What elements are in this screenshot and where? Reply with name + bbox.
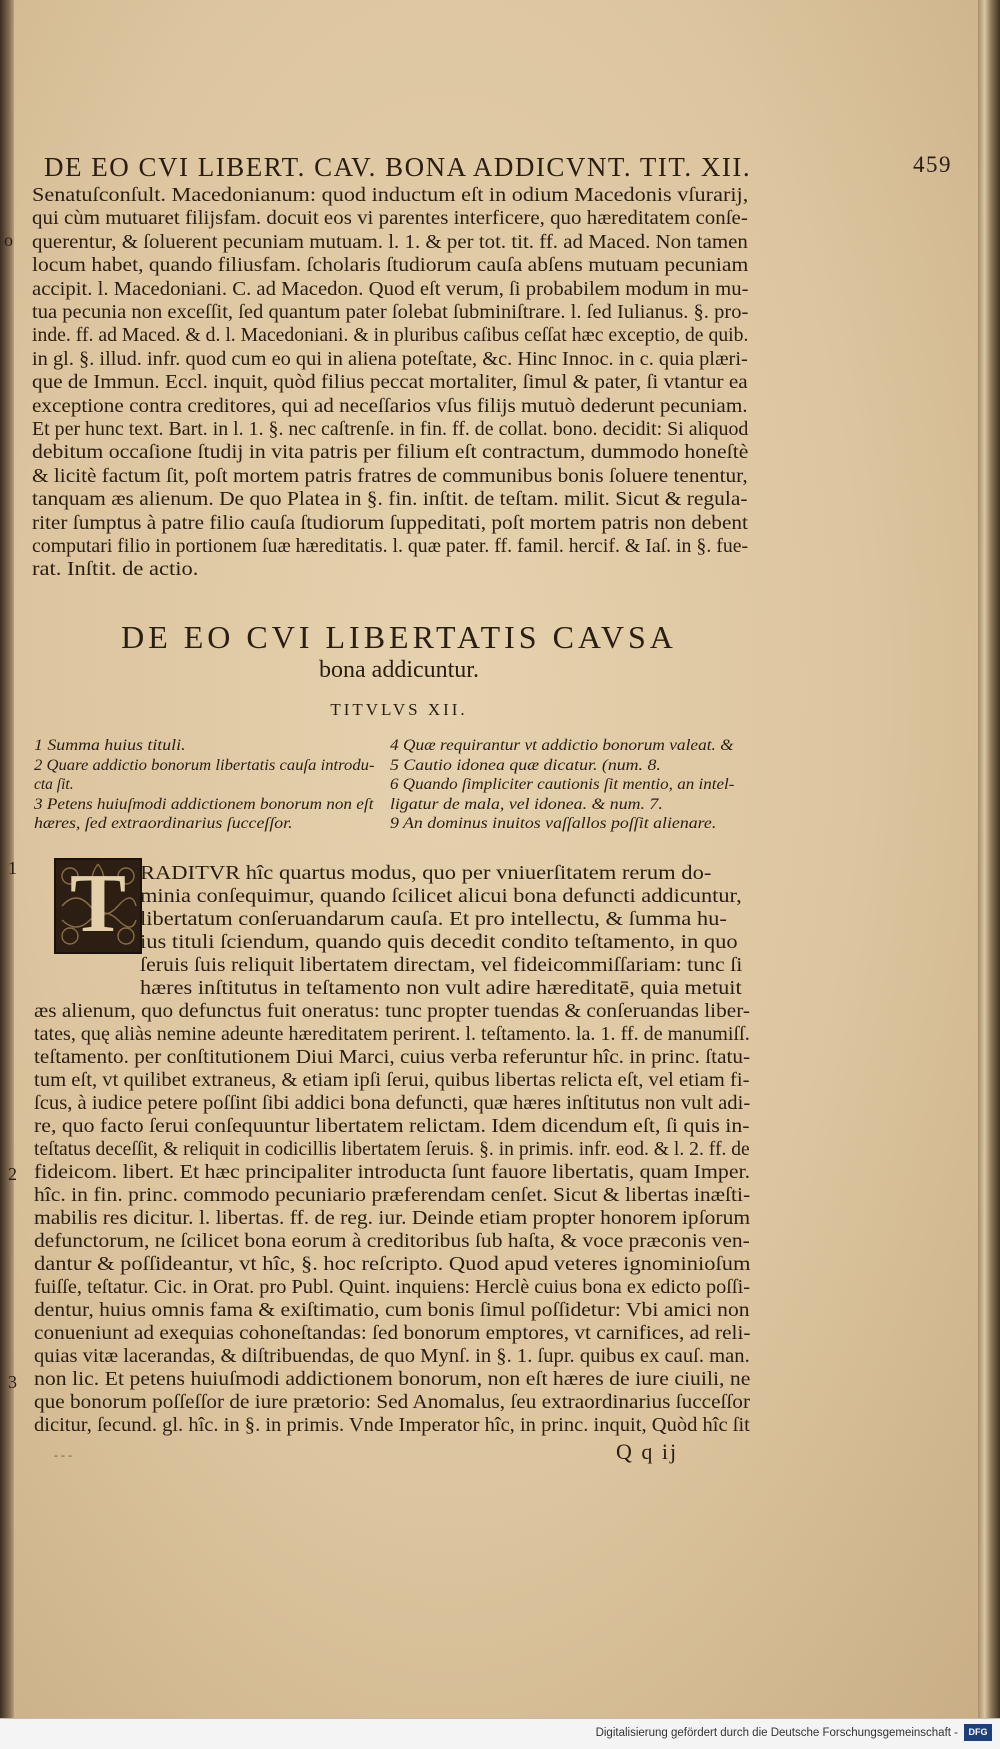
- text-line: que bonorum poſſeſſor de iure prætorio: Sed Anomalus, ſeu extraordinarius ſucceſſor: [34, 1392, 751, 1413]
- text-line: 5 Cautio idonea quæ dicatur. (num. 8.: [390, 756, 661, 774]
- text-line: minia conſequimur, quando ſcilicet alicui bona defuncti addicuntur,: [140, 886, 742, 907]
- scan-right-edge: [978, 0, 1000, 1718]
- text-line: inde. ff. ad Maced. & d. l. Macedoniani. & in pluribus caſibus ceſſat hæc exceptio, de quib.: [32, 325, 749, 347]
- text-line: tates, quę aliàs nemine adeunte hæreditatem perirent. l. teſtamento. la. 1. ff. de manumiſſ.: [34, 1024, 750, 1045]
- margin-number-2: 2: [8, 1164, 17, 1184]
- text-line: dentur, huius omnis fama & exiſtimatio, cum bonis ſimul poſſidetur: Vbi amici non: [34, 1300, 750, 1321]
- text-line: teſtamento. per conſtitutionem Diui Marci, cuius verba referuntur hîc. in princ. ſtatu-: [34, 1047, 751, 1068]
- book-page: [4, 0, 978, 1718]
- text-line: que de Immun. Eccl. inquit, quòd filius peccat mortaliter, ſimul & pater, ſi vtantur ea: [32, 372, 748, 394]
- text-line: ſcus, à iudice petere poſſint ſibi addici bona defuncti, quæ hæres inſtitutus non vult adi-: [34, 1093, 751, 1114]
- text-line: fuiſſe, teſtatur. Cic. in Orat. pro Publ. Quint. inquiens: Herclè cuius bona ex edicto poſſi-: [34, 1277, 751, 1298]
- text-line: tum eſt, vt quilibet extraneus, & etiam ipſi ſerui, quibus libertas relicta eſt, vel etiam fi-: [34, 1070, 750, 1091]
- text-line: Senatuſconſult. Macedonianum: quod inductum eſt in odium Macedonis vſurarij,: [32, 185, 749, 206]
- text-line: mabilis res dicitur. l. libertas. ff. de reg. iur. Deinde etiam propter honorem ipſorum: [34, 1208, 751, 1229]
- text-line: non lic. Et petens huiuſmodi addictionem bonorum, non eſt hæres de iure ciuili, ne: [34, 1369, 751, 1390]
- text-line: rat. Inſtit. de actio.: [32, 559, 199, 581]
- text-line: debitum occaſione ſtudij in vita patris per filium eſt contractum, dummodo honeſtè: [32, 442, 749, 464]
- text-line: libertatum conſeruandarum cauſa. Et pro intellectu, & ſumma hu-: [140, 909, 727, 930]
- footer-credit: Digitalisierung gefördert durch die Deutsche Forschungsgemeinschaft -: [595, 1727, 958, 1739]
- text-line: tua pecunia non exceſſit, ſed quantum pater ſolebat ſubminiſtrare. l. ſed Iulianus. §. pro-: [32, 302, 749, 323]
- section-title: DE EO CVI LIBERTATIS CAVSA: [121, 619, 677, 655]
- text-line: hîc. in fin. princ. commodo pecuniario præferendam cenſet. Sicut & libertas inæſti-: [34, 1185, 751, 1206]
- signature-mark: Q q ij: [616, 1439, 679, 1464]
- text-line: æs alienum, quo defunctus fuit oneratus: tunc propter tuendas & conſeruandas liber-: [34, 1001, 750, 1022]
- section-subtitle: TITVLVS XII.: [330, 700, 468, 719]
- text-line: exceptione contra creditores, qui ad neceſſarios vſus filijs mutuò dederunt pecuniam.: [32, 395, 748, 417]
- text-line: accipit. l. Macedoniani. C. ad Macedon. Quod eſt verum, ſi probabilem modum in mu-: [32, 278, 749, 300]
- running-head-title: DE EO CVI LIBERT. CAV. BONA ADDICVNT. TIT. XII.: [44, 152, 752, 182]
- text-line: 6 Quando ſimpliciter cautionis ſit mentio, an intel-: [390, 776, 735, 793]
- text-line: riter ſumptus à patre filio cauſa ſtudiorum ſuppeditati, poſt mortem patris non debent: [32, 512, 748, 534]
- text-line: 4 Quæ requirantur vt addictio bonorum valeat. &: [390, 737, 734, 754]
- dfg-logo-icon: DFG: [964, 1724, 992, 1741]
- text-line: & licitè factum ſit, poſt mortem patris fratres de communibus bonis ſoluere tenentur,: [32, 465, 748, 487]
- text-line: teſtatus deceſſit, & reliquit in codicillis libertatem ſeruis. §. in primis. infr. eod. & l. 2. ff. de: [34, 1139, 750, 1160]
- text-line: qui cùm mutuaret filijsfam. docuit eos vi parentes interficere, quo hæreditatem conſe-: [32, 208, 748, 230]
- text-line: 1 Summa huius tituli.: [34, 737, 186, 754]
- text-line: in gl. §. illud. infr. quod cum eo qui in aliena poteſtate, &c. Hinc Innoc. in c. quia plæri-: [32, 348, 748, 370]
- text-line: Et per hunc text. Bart. in l. 1. §. nec caſtrenſe. in fin. ff. de collat. bono. decidit: Si aliquod: [32, 419, 749, 440]
- text-line: ius tituli ſciendum, quando quis decedit condito teſtamento, in quo: [140, 932, 738, 953]
- text-line: defunctorum, ne ſcilicet bona eorum à creditoribus ſub haſta, & voce præconis ven-: [34, 1231, 750, 1252]
- text-line: locum habet, quando filiusfam. ſcholaris ſtudiorum cauſa abſens mutuam pecuniam: [32, 255, 749, 277]
- text-line: RADITVR hîc quartus modus, quo per vniuerſitatem rerum do-: [140, 863, 712, 884]
- text-line: cta ſit.: [34, 776, 74, 793]
- drop-cap-letter: T: [69, 857, 127, 950]
- text-line: conueniunt ad exequias cohoneſtandas: ſed bonorum emptores, vt carnifices, ad reli-: [34, 1323, 751, 1344]
- page-number: 459: [913, 152, 952, 177]
- margin-mark: o: [4, 230, 13, 250]
- dash-mark: - - -: [54, 1448, 72, 1462]
- text-line: quias vitæ lacerandas, & diſtribuendas, de quo Mynſ. in §. 1. ſupr. quibus ex cauſ. man.: [34, 1346, 750, 1367]
- footer-bar: [0, 1718, 1000, 1749]
- text-line: hæres, ſed extraordinarius ſucceſſor.: [34, 815, 293, 832]
- text-line: re, quo facto ſerui conſequuntur libertatem relictam. Idem dicendum eſt, ſi quis in-: [34, 1116, 750, 1137]
- text-line: tanquam æs alienum. De quo Platea in §. fin. inſtit. de teſtam. milit. Sicut & regula-: [32, 489, 748, 511]
- decorated-initial: [54, 858, 142, 954]
- text-line: ligatur de mala, vel idonea. & num. 7.: [390, 795, 663, 813]
- text-line: dicitur, ſecund. gl. hîc. in §. in primis. Vnde Imperator hîc, in princ. inquit, Quòd hîc ſit: [34, 1415, 750, 1436]
- running-head: [44, 152, 952, 186]
- text-line: 3 Petens huiuſmodi addictionem bonorum non eſt: [34, 795, 374, 813]
- section-title-line2: bona addicuntur.: [319, 657, 479, 683]
- text-line: computari filio in portionem ſuæ hæreditatis. l. quæ pater. ff. famil. hercif. & Iaſ. in §. fue-: [32, 536, 749, 557]
- text-line: querentur, & ſoluerent pecuniam mutuam. l. 1. & per tot. tit. ff. ad Maced. Non tamen: [32, 231, 748, 253]
- text-line: fideicom. libert. Et hæc principaliter introducta ſunt fauore libertatis, quam Imper.: [34, 1162, 751, 1183]
- margin-number-1: 1: [8, 858, 17, 878]
- margin-number-3: 3: [8, 1372, 17, 1392]
- text-line: dantur & poſſideantur, vt hîc, §. hoc reſcripto. Quod apud veteres ignominioſum: [34, 1254, 751, 1275]
- text-line: ſeruis ſuis reliquit libertatem directam, vel fideicommiſſariam: tunc ſi: [140, 955, 743, 976]
- text-line: 2 Quare addictio bonorum libertatis cauſa introdu-: [34, 756, 375, 774]
- text-line: 9 An dominus inuitos vaſſallos poſſit alienare.: [390, 815, 717, 832]
- text-line: hæres inſtitutus in teſtamento non vult adire hæreditatē, quia metuit: [140, 978, 742, 999]
